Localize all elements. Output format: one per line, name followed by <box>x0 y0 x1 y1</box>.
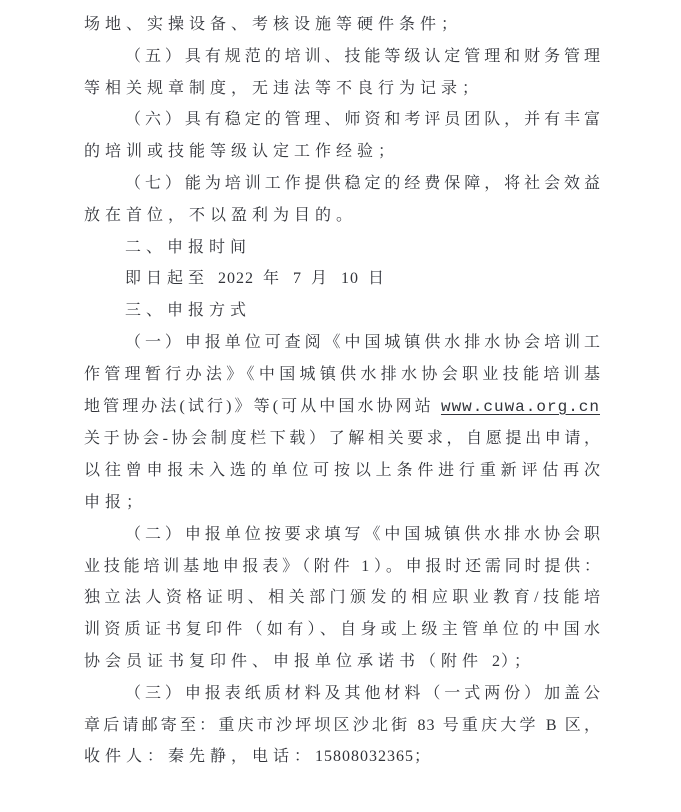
text-line <box>84 263 600 295</box>
cjk-text: 协会员证书复印件、申报单位承诺书（附件 <box>84 652 493 670</box>
cjk-text: 章后请邮寄至：重庆市沙坪坝区沙北街 <box>84 716 418 734</box>
text-line <box>84 741 600 773</box>
cjk-text: 申报； <box>84 493 148 511</box>
cjk-text: （七）能为培训工作提供稳定的经费保障，将社会效益 <box>125 174 600 192</box>
cjk-text: 场地、实操设备、考核设施等硬件条件； <box>84 16 463 33</box>
cjk-text: 独立法人资格证明、相关部门颁发的相应职业教育/技能培 <box>84 589 600 607</box>
latin-text: 1 <box>361 557 371 575</box>
cjk-text: 关于协会-协会制度栏下载）了解相关要求，自愿提出申请， <box>84 430 600 448</box>
text-line <box>84 168 600 200</box>
document-body <box>84 9 600 773</box>
latin-text: 2022 <box>218 270 255 288</box>
text-line <box>84 614 600 646</box>
text-line <box>84 582 600 614</box>
text-line <box>84 73 600 105</box>
cjk-text: 二、申报时间 <box>125 238 252 256</box>
heading-line <box>84 295 600 327</box>
text-line <box>84 423 600 455</box>
text-line <box>84 200 600 232</box>
cjk-text: （二）申报单位按要求填写《中国城镇供水排水协会职 <box>125 525 600 543</box>
cjk-text: ）； <box>501 652 536 670</box>
text-line <box>84 487 600 519</box>
cjk-text: 作管理暂行办法》《中国城镇供水排水协会职业技能培训基 <box>84 365 600 383</box>
cjk-text: ； <box>414 748 436 766</box>
cjk-text: 即日起至 <box>125 270 219 288</box>
cjk-text: 以往曾申报未入选的单位可按以上条件进行重新评估再次 <box>84 462 600 480</box>
text-line <box>84 551 600 583</box>
latin-text: 83 <box>417 716 436 734</box>
cjk-text: 业技能培训基地申报表》（附件 <box>84 557 362 575</box>
text-line <box>84 9 600 41</box>
cjk-text: 放在首位，不以盈利为目的。 <box>84 206 358 224</box>
cjk-text: 年 <box>254 270 294 288</box>
latin-text: 10 <box>341 270 360 288</box>
text-line <box>84 327 600 359</box>
cjk-text: 三、申报方式 <box>125 302 252 320</box>
text-line <box>84 41 600 73</box>
cjk-text: 的培训或技能等级认定工作经验； <box>84 143 400 161</box>
cjk-text: ）。申报时还需同时提供： <box>370 557 600 575</box>
heading-line <box>84 232 600 264</box>
latin-text: 7 <box>293 270 303 288</box>
cjk-text: 月 <box>302 270 342 288</box>
text-line <box>84 710 600 742</box>
cjk-text: 号重庆大学 <box>435 716 546 734</box>
link-url[interactable]: www.cuwa.org.cn <box>440 397 600 416</box>
latin-text: 15808032365 <box>315 748 415 766</box>
text-line <box>84 359 600 391</box>
cjk-text: （六）具有稳定的管理、师资和考评员团队，并有丰富 <box>125 111 600 129</box>
text-line <box>84 136 600 168</box>
cjk-text: （一）申报单位可查阅《中国城镇供水排水协会培训工 <box>125 333 600 351</box>
cjk-text: （三）申报表纸质材料及其他材料（一式两份）加盖公 <box>125 684 600 702</box>
cjk-text: 日 <box>359 270 390 288</box>
text-line <box>84 104 600 136</box>
latin-text: 2 <box>492 652 502 670</box>
cjk-text: 区， <box>557 716 600 734</box>
text-line <box>84 646 600 678</box>
text-line <box>84 519 600 551</box>
text-line <box>84 678 600 710</box>
latin-text: B <box>545 716 558 734</box>
cjk-text: 地管理办法(试行)》等(可从中国水协网站 <box>84 397 441 415</box>
text-line <box>84 391 600 424</box>
cjk-text: 收件人：秦先静，电话： <box>84 748 316 766</box>
cjk-text: （五）具有规范的培训、技能等级认定管理和财务管理 <box>125 47 600 65</box>
cjk-text: 训资质证书复印件（如有）、自身或上级主管单位的中国水 <box>84 621 600 639</box>
text-line <box>84 455 600 487</box>
cjk-text: 等相关规章制度，无违法等不良行为记录； <box>84 79 484 97</box>
